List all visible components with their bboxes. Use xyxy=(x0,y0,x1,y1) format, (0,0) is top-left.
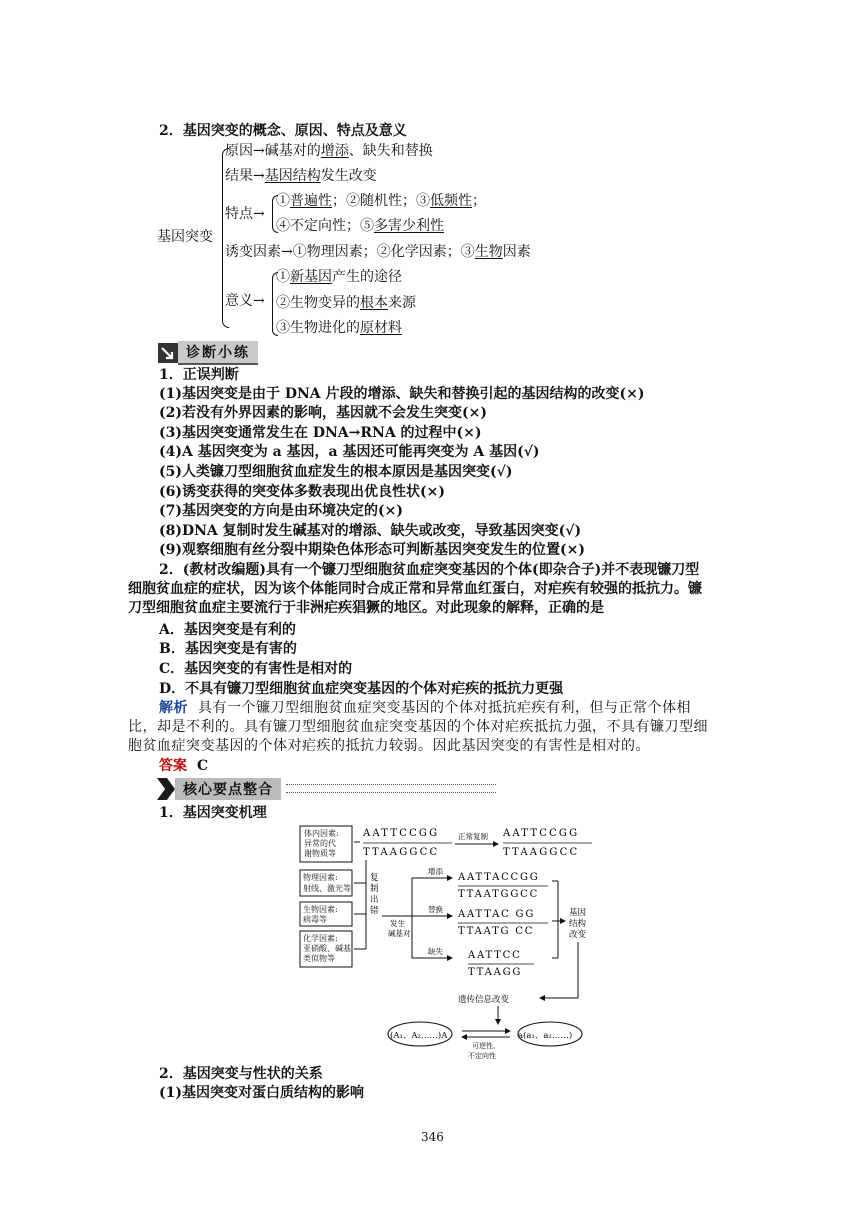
answer xyxy=(159,757,208,775)
factor-biological-2: 病毒等 xyxy=(303,915,327,924)
judgment-item: (5)人类镰刀型细胞贫血症发生的根本原因是基因突变(√) xyxy=(159,464,513,480)
seq-add-bottom: TTAATGGCC xyxy=(458,889,540,900)
del-label: 缺失 xyxy=(428,947,443,956)
base-pair-label: 碱基对 xyxy=(388,929,411,938)
copy-error-char: 出 xyxy=(370,895,379,905)
seq-add-top: AATTACCGG xyxy=(458,872,540,883)
diagnostic-banner xyxy=(158,342,258,364)
seq-original-bottom: TTAAGGCC xyxy=(363,847,440,858)
factor-chemical-1: 化学因素: xyxy=(303,934,338,943)
dotted-rule xyxy=(286,784,496,785)
diagnostic-banner-label: 诊断小练 xyxy=(178,341,258,365)
meaning-item-3: ③生物进化的原材料 xyxy=(276,320,402,336)
copy-error-char: 错 xyxy=(370,906,379,916)
q2-stem: 2．(教材改编题)具有一个镰刀型细胞贫血症突变基因的个体(即杂合子)并不表现镰刀型细胞贫血症的症状，因为该个体能同时合成正常和异常血红蛋白，对疟疾有较强的抵抗力。镰刀型细胞贫血症主要流行于非洲疟疾猖獗的地区。对此现象的解释，正确的是 xyxy=(128,562,702,616)
arrow-icon xyxy=(158,343,178,363)
concept-root: 基因突变 xyxy=(157,229,213,245)
features-row-2: ④不定向性；⑤多害少利性 xyxy=(276,218,444,234)
gene-struct-change: 结构 xyxy=(569,919,587,929)
judgment-item: (7)基因突变的方向是由环境决定的(×) xyxy=(159,503,403,519)
seq-del-top: AATTCC xyxy=(468,950,522,961)
copy-error-char: 复 xyxy=(370,873,379,883)
factor-internal-2: 异常的代 xyxy=(304,839,336,848)
cause-line: 原因→碱基对的增添、缺失和替换 xyxy=(225,143,433,159)
copy-error-char: 制 xyxy=(370,884,379,894)
seq-copy-top: AATTCCGG xyxy=(503,828,580,839)
features-row-1: ①普遍性；②随机性；③低频性； xyxy=(276,193,486,209)
seq-original-top: AATTCCGG xyxy=(363,828,440,839)
alleles-left: (A₁、A₂……)A xyxy=(390,1031,448,1041)
option-b: B．基因突变是有害的 xyxy=(159,641,297,657)
factor-chemical-3: 类似物等 xyxy=(303,954,335,963)
inducers-line: 诱变因素→①物理因素；②化学因素；③生物因素 xyxy=(225,244,531,260)
seq-del-bottom: TTAAGG xyxy=(468,967,523,978)
mechanism-title: 1．基因突变机理 xyxy=(159,805,267,821)
alleles-right: a(a₁、a₂……) xyxy=(518,1031,573,1041)
option-a: A．基因突变是有利的 xyxy=(159,622,296,638)
judgment-item: (8)DNA 复制时发生碱基对的增添、缺失或改变，导致基因突变(√) xyxy=(159,523,582,539)
judgment-item: (2)若没有外界因素的影响，基因就不会发生突变(×) xyxy=(159,405,487,421)
mutation-mechanism-figure xyxy=(290,818,600,1063)
factor-internal-1: 体内因素: xyxy=(304,829,339,838)
judgment-item: (1)基因突变是由于 DNA 片段的增添、缺失和替换引起的基因结构的改变(×) xyxy=(159,386,645,402)
undirected-label: 不定向性 xyxy=(468,1052,496,1060)
dotted-rule xyxy=(286,792,496,793)
factor-internal-3: 谢物质等 xyxy=(304,849,336,858)
judgment-item: (6)诱变获得的突变体多数表现出优良性状(×) xyxy=(159,484,445,500)
core-banner-label: 核心要点整合 xyxy=(175,778,281,800)
meaning-item-2: ②生物变异的根本来源 xyxy=(276,295,416,311)
core-banner xyxy=(157,778,281,800)
info-change-label: 遗传信息改变 xyxy=(458,995,510,1005)
section-title: 2．基因突变的概念、原因、特点及意义 xyxy=(159,123,407,139)
answer-value: C xyxy=(197,758,209,774)
occur-label: 发生 xyxy=(390,919,405,928)
seq-copy-bottom: TTAAGGCC xyxy=(503,847,580,858)
analysis xyxy=(128,699,713,756)
chevron-icon xyxy=(157,778,175,800)
relation-subtitle: (1)基因突变对蛋白质结构的影响 xyxy=(159,1085,364,1101)
normal-copy-label: 正常复制 xyxy=(458,832,488,841)
analysis-text: 具有一个镰刀型细胞贫血症突变基因的个体对抵抗疟疾有利，但与正常个体相比，却是不利的。具有镰刀型细胞贫血症突变基因的个体对疟疾抵抗力强，不具有镰刀型细胞贫血症突变基因的个体对疟疾的抵抗力较弱。因此基因突变的有害性是相对的。 xyxy=(128,700,708,754)
answer-label: 答案 xyxy=(159,758,187,774)
judgment-item: (3)基因突变通常发生在 DNA→RNA 的过程中(×) xyxy=(159,425,482,441)
q1-title: 1．正误判断 xyxy=(159,367,239,383)
factor-chemical-2: 亚硝酸、碱基 xyxy=(303,944,351,953)
result-line: 结果→基因结构发生改变 xyxy=(225,168,377,184)
gene-struct-change: 改变 xyxy=(569,930,587,940)
factor-physical-1: 物理因素: xyxy=(303,873,338,882)
option-c: C．基因突变的有害性是相对的 xyxy=(159,661,353,677)
reversible-label: 可逆性、 xyxy=(472,1042,500,1050)
seq-sub-bottom: TTAATG CC xyxy=(458,926,535,937)
factor-physical-2: 射线、激光等 xyxy=(303,884,351,893)
relation-title: 2．基因突变与性状的关系 xyxy=(159,1066,323,1082)
seq-sub-top: AATTAC GG xyxy=(458,909,536,920)
factor-biological-1: 生物因素: xyxy=(303,905,338,914)
judgment-item: (9)观察细胞有丝分裂中期染色体形态可判断基因突变发生的位置(×) xyxy=(159,542,585,558)
meaning-item-1: ①新基因产生的途径 xyxy=(276,269,402,285)
option-d: D．不具有镰刀型细胞贫血症突变基因的个体对疟疾的抵抗力更强 xyxy=(159,681,564,697)
sub-label: 替换 xyxy=(428,905,443,914)
judgment-item: (4)A 基因突变为 a 基因，a 基因还可能再突变为 A 基因(√) xyxy=(159,444,540,460)
analysis-label: 解析 xyxy=(159,700,188,716)
page-number: 346 xyxy=(421,1130,444,1144)
meaning-label: 意义→ xyxy=(225,293,265,309)
gene-struct-change: 基因 xyxy=(569,908,587,918)
add-label: 增添 xyxy=(428,867,443,876)
features-label: 特点→ xyxy=(225,206,265,222)
